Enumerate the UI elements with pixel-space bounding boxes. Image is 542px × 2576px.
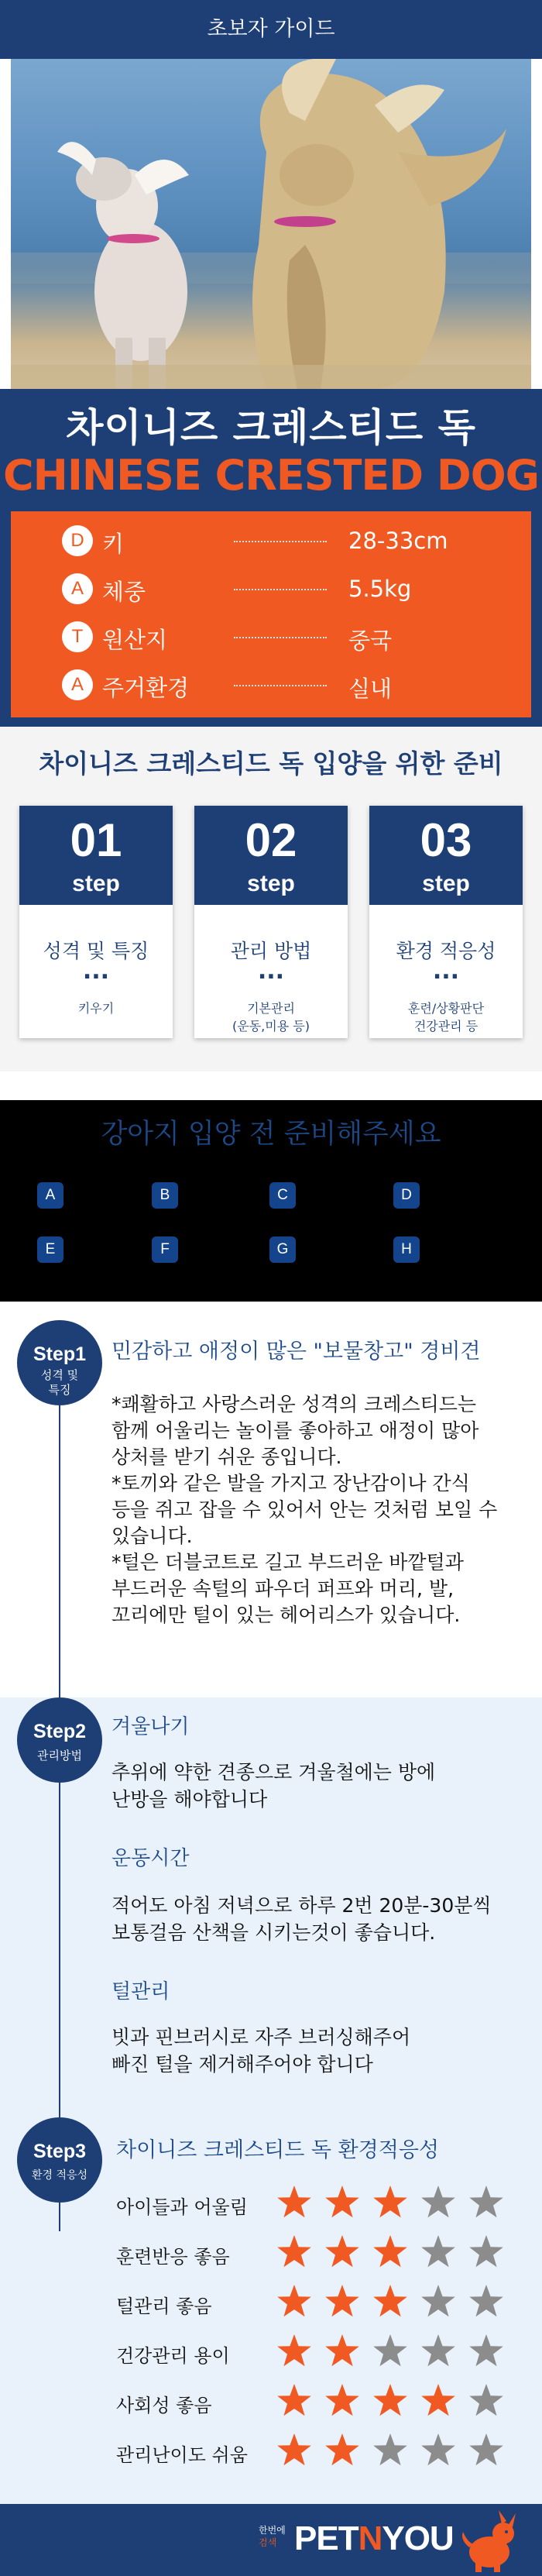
step1-body	[111, 1391, 522, 1628]
star-filled-icon	[420, 2382, 457, 2420]
step-card-01[interactable]	[19, 806, 173, 1038]
step1-body-line: *쾌활하고 사랑스러운 성격의 크레스티드는	[111, 1393, 477, 1415]
rating-stars	[276, 2381, 523, 2421]
star-empty-icon	[468, 2333, 505, 2370]
dot-leader	[234, 589, 327, 590]
star-filled-icon	[372, 2184, 409, 2221]
step2-circle	[17, 1697, 102, 1783]
step-number: 01	[70, 814, 122, 866]
step-description-line: 키우기	[77, 1001, 115, 1016]
step-word: step	[72, 871, 120, 896]
step-description-line: 기본관리	[247, 1001, 295, 1016]
step2-body-line: 추위에 약한 견종으로 겨울철에는 방에	[111, 1761, 436, 1783]
rating-row	[116, 2182, 527, 2223]
rating-label: 건강관리 용이	[116, 2345, 230, 2367]
step-description-line: (운동,미용 등)	[232, 1019, 310, 1033]
info-value: 5.5kg	[348, 576, 412, 602]
star-filled-icon	[276, 2382, 313, 2420]
info-label: 체중	[102, 579, 146, 605]
info-value: 실내	[348, 676, 393, 702]
info-row-housing	[62, 665, 496, 705]
star-filled-icon	[324, 2333, 361, 2370]
step-name: 성격 및 특징	[43, 940, 149, 962]
step-number: 02	[245, 814, 297, 866]
checklist-letter-h[interactable]: H	[393, 1236, 420, 1263]
step-word: step	[422, 871, 470, 896]
footer-tagline-line: 한번에	[259, 2525, 286, 2536]
checklist-letter-c[interactable]: C	[269, 1182, 296, 1209]
step2-body-line: 빗과 핀브러시로 자주 브러싱해주어	[111, 2026, 411, 2048]
step1-body-line: 꼬리에만 털이 있는 헤어리스가 있습니다.	[111, 1604, 461, 1626]
star-filled-icon	[276, 2333, 313, 2370]
checklist-letter-f[interactable]: F	[152, 1236, 178, 1263]
rating-stars	[276, 2182, 523, 2223]
step2-grooming-title: 털관리	[111, 1980, 170, 2003]
step2-body-line: 난방을 해야합니다	[111, 1788, 268, 1811]
rating-row	[116, 2381, 527, 2421]
step-circle-subtitle: 환경 적응성	[31, 2169, 88, 2182]
step2-grooming-body	[111, 2024, 522, 2078]
rating-label: 털관리 좋음	[116, 2296, 212, 2317]
checklist-letter-g[interactable]: G	[269, 1236, 296, 1263]
star-empty-icon	[420, 2333, 457, 2370]
step2-winter-body	[111, 1759, 522, 1813]
checklist-letter-b[interactable]: B	[152, 1182, 178, 1209]
step1-body-line: 있습니다.	[111, 1525, 193, 1547]
rating-stars	[276, 2331, 523, 2371]
star-empty-icon	[372, 2432, 409, 2469]
step1-body-line: *털은 더블코트로 길고 부드러운 바깥털과	[111, 1551, 464, 1573]
dot-leader	[234, 685, 327, 686]
info-badge: T	[62, 621, 93, 652]
logo-part: PET	[294, 2519, 358, 2557]
step-circle-subtitle	[17, 1368, 102, 1398]
checklist-letter-e[interactable]: E	[37, 1236, 63, 1263]
rating-stars	[276, 2430, 523, 2471]
footer-tagline	[259, 2524, 290, 2549]
step-card-02[interactable]	[194, 806, 348, 1038]
info-row-origin	[62, 617, 496, 657]
step-circle-title: Step1	[33, 1343, 87, 1365]
hero-dog-photo	[11, 59, 531, 389]
step1-body-line: *토끼와 같은 발을 가지고 장난감이나 간식	[111, 1472, 470, 1494]
info-label: 주거환경	[102, 675, 190, 701]
rating-label: 아이들과 어울림	[116, 2196, 248, 2218]
step2-exercise-body	[111, 1892, 522, 1946]
info-value: 중국	[348, 628, 393, 654]
info-row-weight	[62, 569, 496, 609]
step-dots: ...	[257, 958, 285, 985]
star-filled-icon	[324, 2184, 361, 2221]
step-circle-title: Step3	[33, 2141, 87, 2162]
star-empty-icon	[468, 2184, 505, 2221]
step2-winter-title: 겨울나기	[111, 1715, 190, 1739]
step-number: 03	[420, 814, 472, 866]
star-filled-icon	[276, 2283, 313, 2320]
star-filled-icon	[276, 2432, 313, 2469]
rating-stars	[276, 2232, 523, 2272]
step-dots: ...	[82, 958, 110, 985]
step-description	[194, 999, 348, 1035]
step1-body-line: 함께 어울리는 놀이를 좋아하고 애정이 많아	[111, 1419, 479, 1442]
step-card-03[interactable]	[369, 806, 523, 1038]
step1-body-line: 등을 쥐고 잡을 수 있어서 안는 것처럼 보일 수	[111, 1498, 498, 1521]
petnyou-mascot-icon	[458, 2509, 523, 2574]
breed-name-korean: 차이니즈 크레스티드 독	[66, 405, 476, 450]
step-circle-subtitle: 관리방법	[37, 1749, 82, 1763]
page-header-title: 초보자 가이드	[207, 17, 335, 41]
step1-body-line: 부드러운 속털의 파우더 퍼프와 머리, 발,	[111, 1577, 455, 1600]
info-label: 원산지	[102, 627, 168, 653]
star-empty-icon	[468, 2283, 505, 2320]
rating-row	[116, 2430, 527, 2471]
step-circle-subtitle-line: 특징	[48, 1383, 71, 1397]
info-badge: A	[62, 573, 93, 604]
dog-photo-illustration	[11, 59, 531, 389]
step1-circle	[17, 1320, 102, 1405]
step-circle-title: Step2	[33, 1721, 87, 1742]
step-word: step	[247, 871, 295, 896]
star-empty-icon	[420, 2234, 457, 2271]
step-description	[19, 999, 173, 1017]
star-empty-icon	[468, 2432, 505, 2469]
star-filled-icon	[324, 2283, 361, 2320]
step-description-line: 건강관리 등	[413, 1019, 479, 1033]
star-filled-icon	[372, 2234, 409, 2271]
rating-stars	[276, 2282, 523, 2322]
rating-row	[116, 2331, 527, 2371]
dot-leader	[234, 541, 327, 542]
logo-part: N	[358, 2519, 382, 2557]
info-badge: A	[62, 669, 93, 700]
prep-title: 차이니즈 크레스티드 독 입양을 위한 준비	[39, 748, 503, 779]
step-name: 환경 적응성	[396, 940, 496, 962]
step3-heading: 차이니즈 크레스티드 독 환경적응성	[116, 2138, 439, 2162]
star-empty-icon	[420, 2184, 457, 2221]
footer-tagline-line: 검색	[259, 2537, 277, 2548]
petnyou-logo[interactable]	[294, 2519, 454, 2558]
step3-circle	[17, 2117, 102, 2203]
info-badge: D	[62, 525, 93, 556]
star-filled-icon	[324, 2382, 361, 2420]
step1-body-line: 상처를 받기 쉬운 종입니다.	[111, 1446, 342, 1468]
star-filled-icon	[372, 2283, 409, 2320]
star-filled-icon	[276, 2234, 313, 2271]
step-name: 관리 방법	[230, 940, 312, 962]
checklist-title: 강아지 입양 전 준비해주세요	[101, 1119, 441, 1150]
rating-label: 훈련반응 좋음	[116, 2246, 230, 2268]
info-value: 28-33cm	[348, 528, 448, 554]
checklist-letter-a[interactable]: A	[37, 1182, 63, 1209]
info-label: 키	[102, 531, 125, 557]
logo-part: YOU	[382, 2519, 454, 2557]
star-filled-icon	[324, 2432, 361, 2469]
dot-leader	[234, 637, 327, 638]
star-empty-icon	[468, 2382, 505, 2420]
star-filled-icon	[324, 2234, 361, 2271]
star-empty-icon	[468, 2234, 505, 2271]
step2-exercise-title: 운동시간	[111, 1847, 190, 1870]
step2-body-line: 보통걸음 산책을 시키는것이 좋습니다.	[111, 1921, 436, 1944]
star-empty-icon	[372, 2333, 409, 2370]
rating-row	[116, 2232, 527, 2272]
step-description	[369, 999, 523, 1035]
star-empty-icon	[420, 2432, 457, 2469]
star-empty-icon	[420, 2283, 457, 2320]
step-dots: ...	[432, 958, 460, 985]
breed-info-box	[11, 511, 531, 717]
info-row-height	[62, 521, 496, 561]
step2-body-line: 적어도 아침 저녁으로 하루 2번 20분-30분씩	[111, 1894, 492, 1917]
star-filled-icon	[276, 2184, 313, 2221]
rating-label: 사회성 좋음	[116, 2395, 212, 2416]
rating-row	[116, 2282, 527, 2322]
step-circle-subtitle-line: 성격 및	[40, 1368, 79, 1382]
step1-heading: 민감하고 애정이 많은 "보물창고" 경비견	[111, 1340, 481, 1364]
checklist-letter-d[interactable]: D	[393, 1182, 420, 1209]
step-description-line: 훈련/상황판단	[407, 1001, 485, 1016]
timeline-line	[59, 1364, 60, 2231]
breed-name-english: CHINESE CRESTED DOG	[3, 451, 539, 500]
step2-body-line: 빠진 털을 제거해주어야 합니다	[111, 2053, 373, 2076]
rating-label: 관리난이도 쉬움	[116, 2444, 248, 2466]
right-dog-figure	[252, 59, 506, 389]
star-filled-icon	[372, 2382, 409, 2420]
